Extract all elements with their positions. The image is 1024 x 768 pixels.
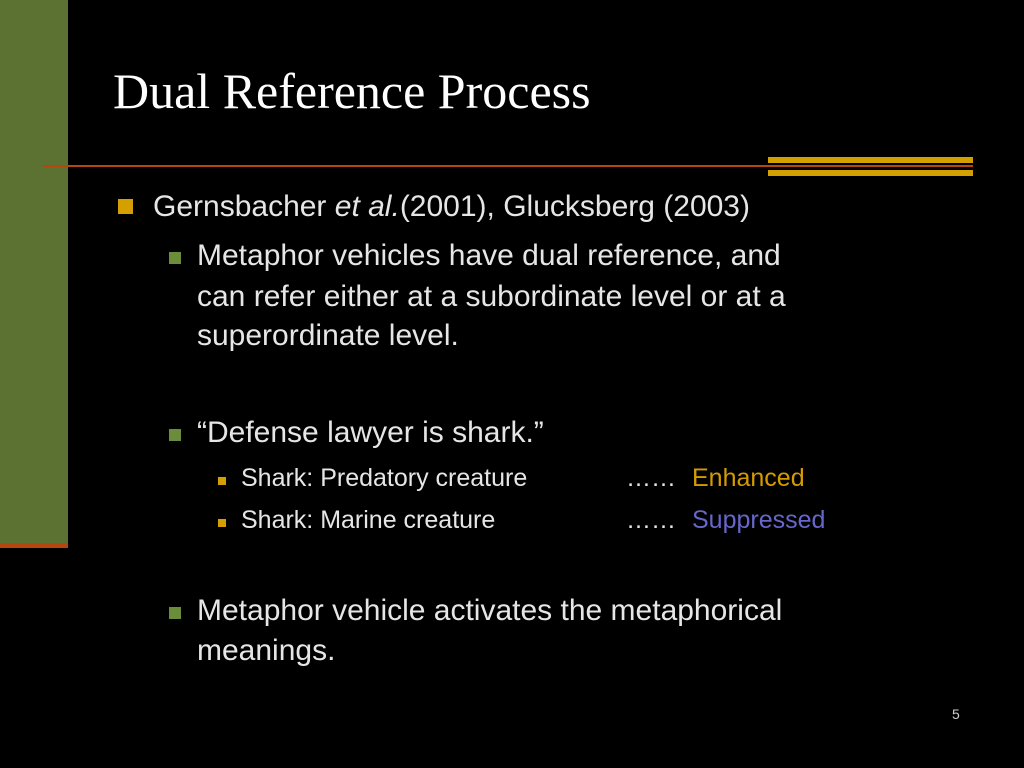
- citation-author: Gernsbacher: [153, 190, 335, 223]
- subbullet-dual-reference-line1: Metaphor vehicles have dual reference, and: [197, 239, 781, 272]
- slide-title: Dual Reference Process: [113, 63, 591, 119]
- marine-result: Suppressed: [692, 506, 826, 534]
- bullet-square-icon: [218, 477, 226, 485]
- predatory-result: Enhanced: [692, 464, 805, 492]
- citation-rest: (2001), Glucksberg (2003): [399, 190, 750, 223]
- marine-label: Shark: Marine creature: [241, 506, 496, 534]
- bullet-citation: [153, 192, 750, 222]
- gold-accent-bar-top: [768, 157, 973, 163]
- side-accent-bar-edge: [0, 543, 68, 548]
- subbullet-activation-line1: Metaphor vehicle activates the metaphorical: [197, 594, 783, 627]
- subbullet-dual-reference-line2: can refer either at a subordinate level or at a: [197, 280, 786, 313]
- bullet-square-icon: [218, 519, 226, 527]
- subsubbullet-predatory: [241, 464, 805, 492]
- predatory-dots: ……: [626, 464, 676, 492]
- citation-et-al: et al.: [334, 190, 400, 223]
- bullet-square-icon: [169, 252, 181, 264]
- bullet-square-icon: [118, 199, 133, 214]
- subsubbullet-marine: [241, 506, 826, 534]
- subbullet-dual-reference-line3: superordinate level.: [197, 319, 459, 352]
- bullet-square-icon: [169, 607, 181, 619]
- bullet-square-icon: [169, 429, 181, 441]
- marine-dots: ……: [626, 506, 676, 534]
- subbullet-example: “Defense lawyer is shark.”: [197, 416, 544, 449]
- side-accent-bar: [0, 0, 68, 546]
- subbullet-activation-line2: meanings.: [197, 634, 336, 667]
- title-divider: [43, 165, 973, 167]
- predatory-label: Shark: Predatory creature: [241, 464, 528, 492]
- slide-number: 5: [952, 706, 960, 722]
- gold-accent-bar-bottom: [768, 170, 973, 176]
